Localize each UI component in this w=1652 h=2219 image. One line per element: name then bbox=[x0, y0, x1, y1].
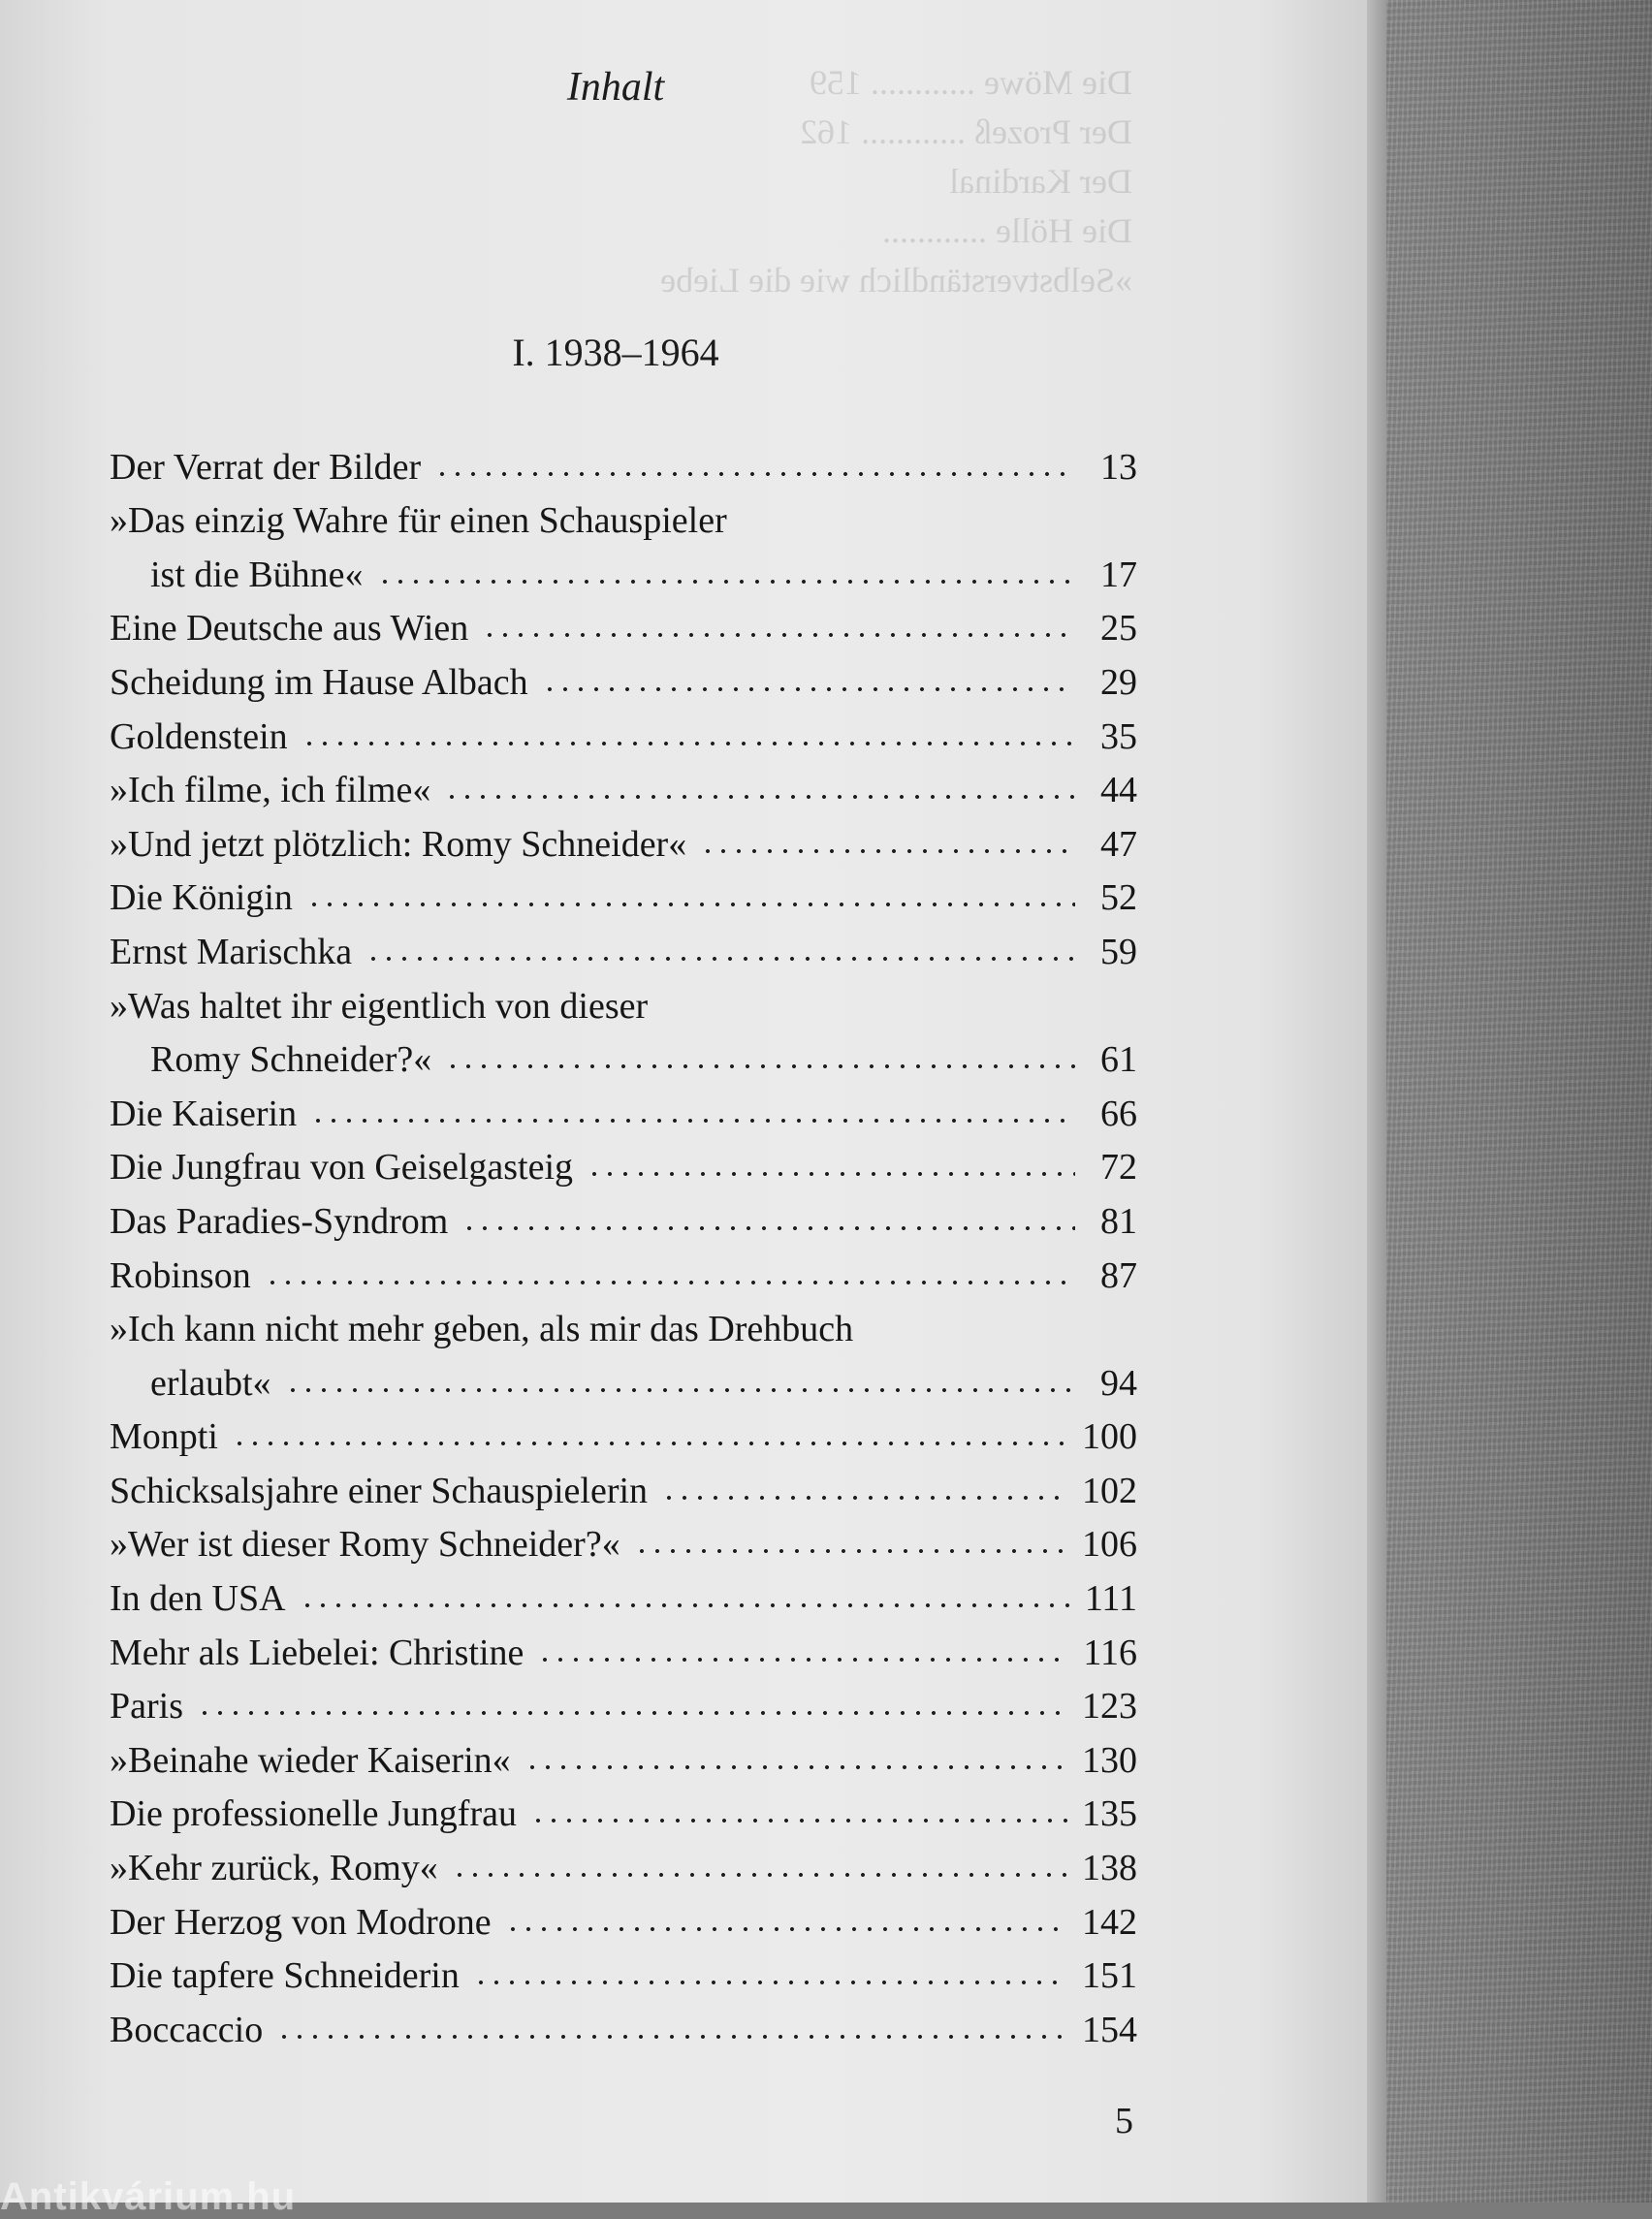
dot-leader bbox=[265, 1279, 1075, 1286]
toc-entry-title: Der Herzog von Modrone bbox=[110, 1901, 492, 1943]
dot-leader bbox=[524, 1763, 1068, 1771]
toc-entry-page: 66 bbox=[1100, 1093, 1137, 1134]
bleed-through-line: Die Möwe ............ 159 bbox=[810, 63, 1132, 102]
toc-entry bbox=[110, 1782, 1137, 1836]
toc-entry-title: Schicksalsjahre einer Schauspielerin bbox=[110, 1470, 649, 1511]
toc-entry-page: 13 bbox=[1100, 446, 1137, 488]
toc-entry bbox=[110, 1243, 1137, 1297]
toc-entry-page: 17 bbox=[1100, 554, 1137, 595]
toc-entry-page: 81 bbox=[1100, 1200, 1137, 1242]
toc-entry-title: Robinson bbox=[110, 1254, 251, 1296]
dot-leader bbox=[482, 631, 1075, 639]
toc-entry-page: 29 bbox=[1100, 661, 1137, 703]
dot-leader bbox=[587, 1170, 1075, 1178]
toc-entry-title: Die professionelle Jungfrau bbox=[110, 1793, 517, 1835]
toc-entry bbox=[110, 1135, 1137, 1189]
toc-entry-title: Scheidung im Hause Albach bbox=[110, 661, 528, 703]
toc-entry bbox=[110, 1674, 1137, 1728]
toc-entry bbox=[110, 1944, 1137, 1998]
toc-entry bbox=[110, 650, 1137, 704]
bleed-through-line: Der Kardinal bbox=[949, 162, 1132, 201]
dot-leader bbox=[302, 740, 1075, 747]
toc-entry-title: Die Kaiserin bbox=[110, 1093, 298, 1134]
toc-entry bbox=[110, 811, 1137, 866]
dot-leader bbox=[197, 1709, 1068, 1717]
toc-entry bbox=[110, 1350, 1137, 1405]
toc-entry-title: Der Verrat der Bilder bbox=[110, 446, 422, 488]
dot-leader bbox=[461, 1224, 1075, 1232]
dot-leader bbox=[300, 1601, 1071, 1609]
toc-entry-title: Romy Schneider?« bbox=[150, 1039, 432, 1081]
toc-entry-page: 47 bbox=[1100, 823, 1137, 865]
toc-entry bbox=[110, 434, 1137, 489]
dot-leader bbox=[537, 1656, 1069, 1664]
page-number: 5 bbox=[1115, 2101, 1133, 2141]
toc-entry-page: 87 bbox=[1100, 1254, 1137, 1296]
toc-entry bbox=[110, 973, 1137, 1028]
table-of-contents bbox=[110, 434, 1137, 2051]
toc-entry bbox=[110, 1889, 1137, 1944]
toc-entry-title: »Ich kann nicht mehr geben, als mir das Drehbuch bbox=[110, 1309, 854, 1350]
toc-entry-title: »Kehr zurück, Romy« bbox=[110, 1848, 438, 1889]
toc-entry-title: Die tapfere Schneiderin bbox=[110, 1955, 460, 1997]
toc-entry-title: Das Paradies-Syndrom bbox=[110, 1200, 449, 1242]
toc-entry bbox=[110, 919, 1137, 973]
toc-entry-title: In den USA bbox=[110, 1578, 286, 1620]
toc-entry bbox=[110, 1405, 1137, 1459]
toc-entry bbox=[110, 1566, 1137, 1620]
toc-entry-title: »Das einzig Wahre für einen Schauspieler bbox=[110, 500, 727, 542]
toc-entry-page: 154 bbox=[1082, 2009, 1137, 2050]
dot-leader bbox=[310, 1117, 1075, 1125]
dot-leader bbox=[444, 793, 1075, 801]
toc-entry-title: Paris bbox=[110, 1686, 183, 1728]
toc-entry bbox=[110, 542, 1137, 596]
toc-entry-title: Monpti bbox=[110, 1416, 218, 1458]
toc-entry-title: ist die Bühne« bbox=[150, 554, 364, 595]
toc-entry-page: 151 bbox=[1082, 1955, 1137, 1997]
bleed-through-line: Der Prozeß ............ 162 bbox=[800, 112, 1132, 151]
toc-entry-title: »Was haltet ihr eigentlich von dieser bbox=[110, 985, 649, 1027]
toc-entry-title: erlaubt« bbox=[150, 1362, 271, 1404]
toc-entry-page: 52 bbox=[1100, 877, 1137, 919]
toc-entry-page: 72 bbox=[1100, 1147, 1137, 1189]
toc-entry bbox=[110, 1620, 1137, 1674]
page-edge bbox=[1367, 0, 1386, 2203]
toc-entry-page: 100 bbox=[1082, 1416, 1137, 1458]
dot-leader bbox=[473, 1979, 1068, 1986]
toc-entry-title: Goldenstein bbox=[110, 715, 288, 757]
toc-entry-title: »Und jetzt plötzlich: Romy Schneider« bbox=[110, 823, 687, 865]
toc-entry-title: »Ich filme, ich filme« bbox=[110, 770, 431, 811]
toc-entry-title: »Beinahe wieder Kaiserin« bbox=[110, 1739, 511, 1781]
toc-entry-page: 94 bbox=[1100, 1362, 1137, 1404]
toc-entry-page: 142 bbox=[1082, 1901, 1137, 1943]
bleed-through-line: »Selbstverständlich wie die Liebe bbox=[660, 261, 1132, 300]
toc-entry bbox=[110, 1997, 1137, 2051]
dot-leader bbox=[542, 685, 1075, 693]
toc-entry-page: 138 bbox=[1082, 1848, 1137, 1889]
dot-leader bbox=[505, 1925, 1068, 1933]
dot-leader bbox=[365, 955, 1075, 963]
toc-entry-page: 130 bbox=[1082, 1739, 1137, 1781]
toc-entry-title: Eine Deutsche aus Wien bbox=[110, 608, 469, 650]
dot-leader bbox=[530, 1817, 1068, 1824]
dot-leader bbox=[306, 901, 1075, 908]
dot-leader bbox=[232, 1440, 1068, 1447]
dot-leader bbox=[445, 1062, 1075, 1070]
toc-entry-page: 135 bbox=[1082, 1793, 1137, 1835]
toc-entry-page: 102 bbox=[1082, 1470, 1137, 1511]
dot-leader bbox=[452, 1871, 1068, 1879]
watermark: Antikvárium.hu bbox=[0, 2175, 297, 2218]
toc-entry-title: Die Königin bbox=[110, 877, 293, 919]
dot-leader bbox=[434, 470, 1075, 478]
bleed-through-line: Die Hölle ............ bbox=[882, 211, 1132, 250]
toc-entry-page: 44 bbox=[1100, 770, 1137, 811]
toc-entry-page: 25 bbox=[1100, 608, 1137, 650]
dot-leader bbox=[377, 578, 1075, 586]
toc-entry bbox=[110, 1512, 1137, 1567]
section-heading: I. 1938–1964 bbox=[512, 331, 719, 374]
toc-entry-title: »Wer ist dieser Romy Schneider?« bbox=[110, 1524, 620, 1566]
dot-leader bbox=[276, 2033, 1068, 2041]
toc-entry-page: 35 bbox=[1100, 715, 1137, 757]
toc-entry-title: Boccaccio bbox=[110, 2009, 264, 2050]
toc-entry-page: 61 bbox=[1100, 1039, 1137, 1081]
page-title: Inhalt bbox=[566, 65, 665, 110]
dot-leader bbox=[634, 1547, 1068, 1555]
toc-entry bbox=[110, 1835, 1137, 1889]
toc-entry bbox=[110, 596, 1137, 650]
toc-entry bbox=[110, 1189, 1137, 1243]
toc-entry bbox=[110, 1028, 1137, 1082]
toc-entry-page: 106 bbox=[1082, 1524, 1137, 1566]
toc-entry-page: 123 bbox=[1082, 1686, 1137, 1728]
background-surface bbox=[1386, 0, 1652, 2203]
toc-entry-title: Die Jungfrau von Geiselgasteig bbox=[110, 1147, 574, 1189]
toc-entry-title: Mehr als Liebelei: Christine bbox=[110, 1632, 524, 1673]
toc-entry bbox=[110, 866, 1137, 920]
toc-entry-page: 116 bbox=[1083, 1632, 1137, 1673]
toc-entry-page: 59 bbox=[1100, 931, 1137, 972]
toc-entry bbox=[110, 758, 1137, 812]
toc-entry bbox=[110, 489, 1137, 543]
toc-entry bbox=[110, 1297, 1137, 1351]
toc-entry bbox=[110, 1458, 1137, 1512]
dot-leader bbox=[285, 1386, 1075, 1394]
toc-entry-title: Ernst Marischka bbox=[110, 931, 353, 972]
toc-entry bbox=[110, 1728, 1137, 1782]
dot-leader bbox=[700, 847, 1075, 855]
toc-entry bbox=[110, 1081, 1137, 1135]
toc-entry-page: 111 bbox=[1084, 1578, 1137, 1620]
toc-entry bbox=[110, 704, 1137, 758]
dot-leader bbox=[661, 1494, 1068, 1502]
